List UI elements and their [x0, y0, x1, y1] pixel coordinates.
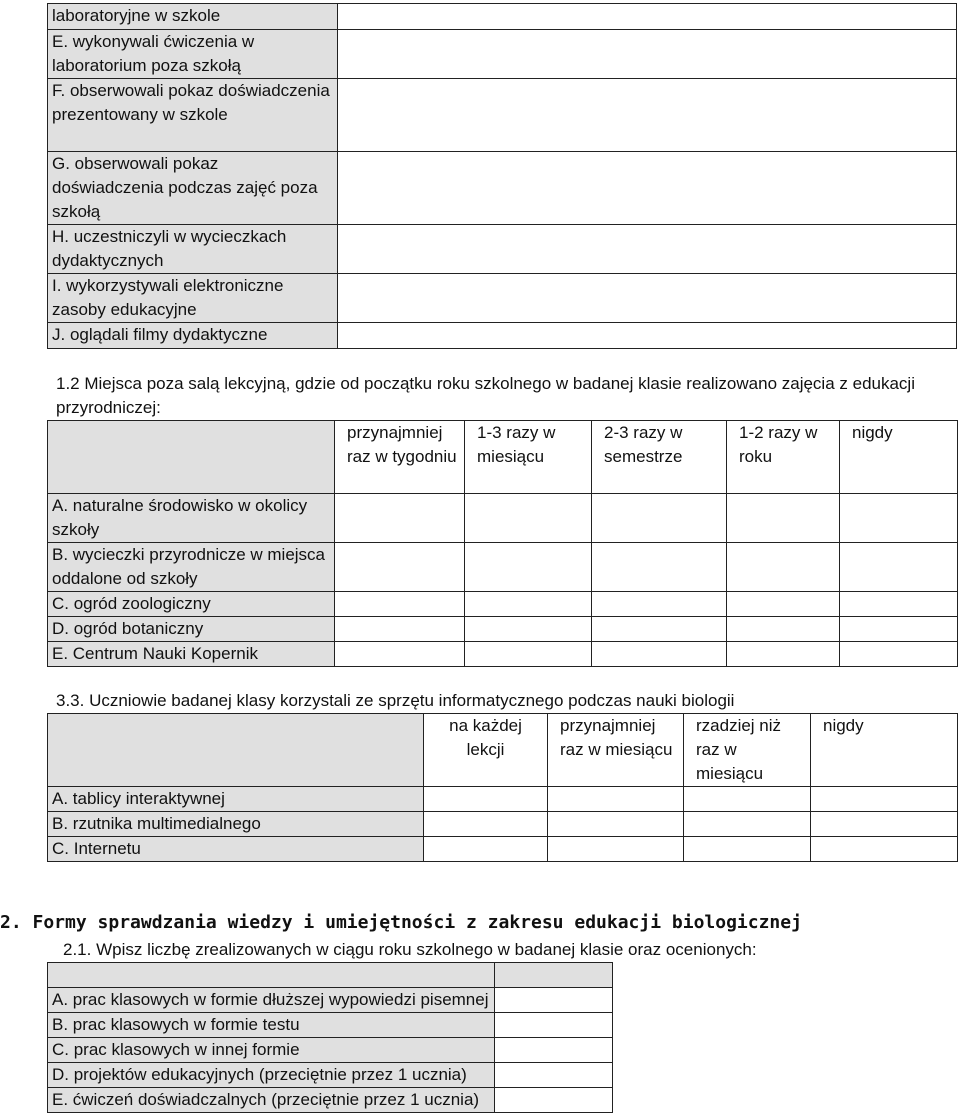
answer-cell[interactable]: [811, 837, 958, 862]
answer-cell[interactable]: [548, 812, 684, 837]
row-label: laboratoryjne w szkole: [48, 4, 338, 30]
it-equipment-table: [47, 713, 958, 862]
answer-cell[interactable]: [684, 837, 811, 862]
table-row: [48, 225, 957, 274]
table-row: [48, 1013, 613, 1038]
count-input-cell[interactable]: [495, 1088, 613, 1113]
column-header: nigdy: [840, 421, 958, 494]
question-3-3: 3.3. Uczniowie badanej klasy korzystali ze sprzętu informatycznego podczas nauki biologii: [56, 691, 735, 710]
answer-cell[interactable]: [727, 494, 840, 543]
header-row: [48, 421, 958, 494]
row-label: E. Centrum Nauki Kopernik: [48, 642, 335, 667]
row-label: J. oglądali filmy dydaktyczne: [48, 323, 338, 349]
answer-cell[interactable]: [840, 592, 958, 617]
answer-cell[interactable]: [424, 787, 548, 812]
header-row: [48, 963, 613, 988]
column-header: nigdy: [811, 714, 958, 787]
answer-cell[interactable]: [335, 592, 465, 617]
answer-cell[interactable]: [335, 494, 465, 543]
answer-cell[interactable]: [465, 592, 592, 617]
row-label: I. wykorzystywali elektroniczne zasoby edukacyjne: [48, 274, 338, 323]
count-input-cell[interactable]: [495, 988, 613, 1013]
answer-cell[interactable]: [338, 30, 957, 79]
answer-cell[interactable]: [727, 592, 840, 617]
assessment-table: [47, 962, 613, 1113]
table-row: [48, 787, 958, 812]
row-label: B. rzutnika multimedialnego: [48, 812, 424, 837]
row-label: B. prac klasowych w formie testu: [48, 1013, 495, 1038]
row-label: A. prac klasowych w formie dłuższej wypowiedzi pisemnej: [48, 988, 495, 1013]
answer-cell[interactable]: [548, 837, 684, 862]
answer-cell[interactable]: [338, 274, 957, 323]
row-label: D. ogród botaniczny: [48, 617, 335, 642]
answer-cell[interactable]: [424, 837, 548, 862]
header-corner: [48, 714, 424, 787]
row-label: A. naturalne środowisko w okolicy szkoły: [48, 494, 335, 543]
table-row: [48, 642, 958, 667]
row-label: E. wykonywali ćwiczenia w laboratorium poza szkołą: [48, 30, 338, 79]
answer-cell[interactable]: [592, 642, 727, 667]
row-label: C. ogród zoologiczny: [48, 592, 335, 617]
row-label: D. projektów edukacyjnych (przeciętnie przez 1 ucznia): [48, 1063, 495, 1088]
section-heading: 2. Formy sprawdzania wiedzy i umiejętności z zakresu edukacji biologicznej: [0, 912, 802, 933]
column-header: 1-3 razy w miesiącu: [465, 421, 592, 494]
answer-cell[interactable]: [592, 592, 727, 617]
table-row: [48, 988, 613, 1013]
answer-cell[interactable]: [335, 617, 465, 642]
table-row: [48, 812, 958, 837]
answer-cell[interactable]: [338, 323, 957, 349]
header-corner: [48, 963, 495, 988]
table-row: [48, 837, 958, 862]
table-row: [48, 543, 958, 592]
answer-cell[interactable]: [335, 543, 465, 592]
row-label: C. Internetu: [48, 837, 424, 862]
table-row: [48, 494, 958, 543]
table-row: [48, 79, 957, 152]
column-header: przynajmniej raz w miesiącu: [548, 714, 684, 787]
answer-cell[interactable]: [811, 787, 958, 812]
answer-cell[interactable]: [335, 642, 465, 667]
answer-cell[interactable]: [548, 787, 684, 812]
row-label: B. wycieczki przyrodnicze w miejsca oddalone od szkoły: [48, 543, 335, 592]
activities-table: [47, 3, 957, 349]
answer-cell[interactable]: [465, 617, 592, 642]
answer-cell[interactable]: [840, 494, 958, 543]
table-row: [48, 1088, 613, 1113]
count-input-cell[interactable]: [495, 1063, 613, 1088]
answer-cell[interactable]: [811, 812, 958, 837]
count-input-cell[interactable]: [495, 1013, 613, 1038]
header-row: [48, 714, 958, 787]
answer-cell[interactable]: [338, 4, 957, 30]
answer-cell[interactable]: [592, 617, 727, 642]
answer-cell[interactable]: [592, 494, 727, 543]
answer-cell[interactable]: [592, 543, 727, 592]
answer-cell[interactable]: [840, 617, 958, 642]
count-input-cell[interactable]: [495, 1038, 613, 1063]
column-header: na każdej lekcji: [424, 714, 548, 787]
answer-cell[interactable]: [684, 812, 811, 837]
answer-cell[interactable]: [465, 642, 592, 667]
row-label: C. prac klasowych w innej formie: [48, 1038, 495, 1063]
answer-cell[interactable]: [727, 543, 840, 592]
answer-cell[interactable]: [338, 79, 957, 152]
column-header: przynajmniej raz w tygodniu: [335, 421, 465, 494]
answer-cell[interactable]: [424, 812, 548, 837]
table-row: [48, 30, 957, 79]
table-row: [48, 1063, 613, 1088]
row-label: F. obserwowali pokaz doświadczenia prezentowany w szkole: [48, 79, 338, 152]
header-corner: [48, 421, 335, 494]
answer-cell[interactable]: [338, 152, 957, 225]
answer-cell[interactable]: [338, 225, 957, 274]
row-label: G. obserwowali pokaz doświadczenia podczas zajęć poza szkołą: [48, 152, 338, 225]
answer-cell[interactable]: [840, 543, 958, 592]
table-row: [48, 592, 958, 617]
answer-cell[interactable]: [727, 617, 840, 642]
table-row: [48, 152, 957, 225]
locations-table: [47, 420, 958, 667]
table-row: [48, 323, 957, 349]
row-label: A. tablicy interaktywnej: [48, 787, 424, 812]
question-1-2: 1.2 Miejsca poza salą lekcyjną, gdzie od początku roku szkolnego w badanej klasie realizowano zajęcia z edukacji przyrodniczej:: [56, 374, 915, 417]
answer-cell[interactable]: [465, 543, 592, 592]
question-2-1: 2.1. Wpisz liczbę zrealizowanych w ciągu roku szkolnego w badanej klasie oraz ocenionych:: [63, 940, 757, 959]
table-row: [48, 274, 957, 323]
answer-cell[interactable]: [727, 642, 840, 667]
answer-cell[interactable]: [465, 494, 592, 543]
table-row: [48, 4, 957, 30]
row-label: E. ćwiczeń doświadczalnych (przeciętnie przez 1 ucznia): [48, 1088, 495, 1113]
column-header: 2-3 razy w semestrze: [592, 421, 727, 494]
table-row: [48, 1038, 613, 1063]
row-label: H. uczestniczyli w wycieczkach dydaktycznych: [48, 225, 338, 274]
column-header: 1-2 razy w roku: [727, 421, 840, 494]
header-cell: [495, 963, 613, 988]
answer-cell[interactable]: [684, 787, 811, 812]
table-row: [48, 617, 958, 642]
column-header: rzadziej niż raz w miesiącu: [684, 714, 811, 787]
answer-cell[interactable]: [840, 642, 958, 667]
